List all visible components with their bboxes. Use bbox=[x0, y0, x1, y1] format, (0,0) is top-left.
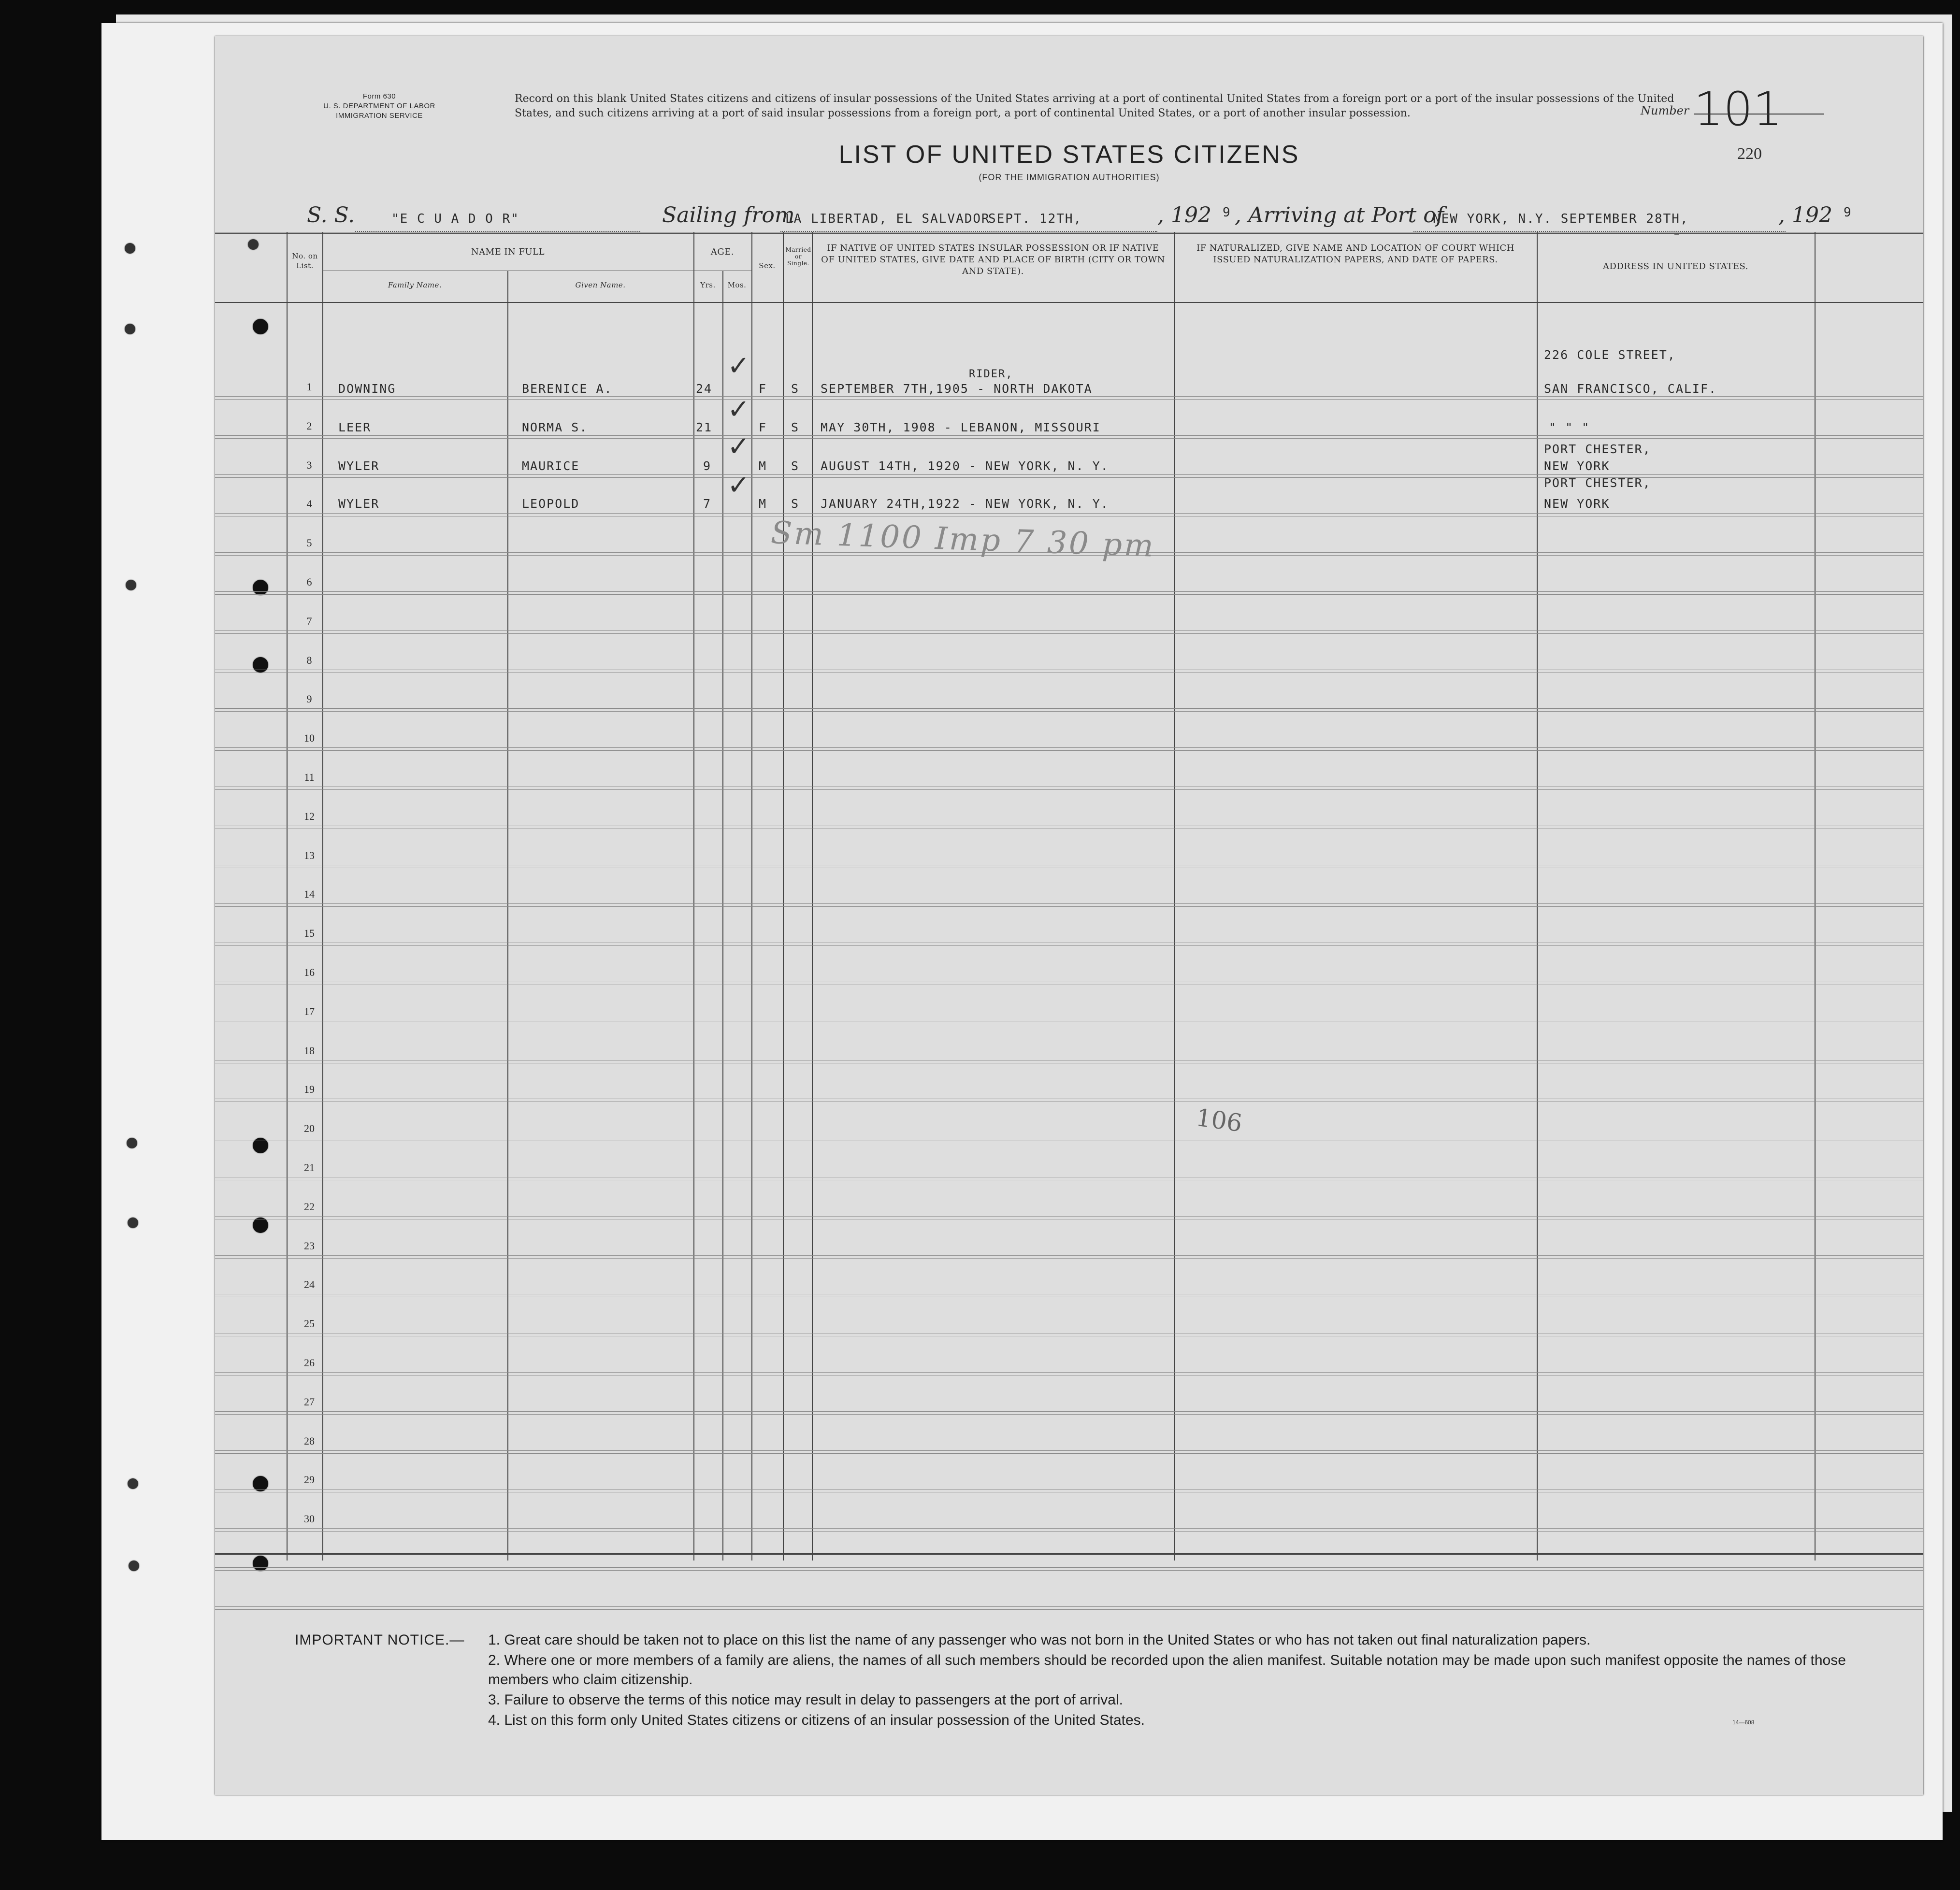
header-given-name: Given Name. bbox=[575, 281, 626, 289]
address-line-2: NEW YORK bbox=[1544, 459, 1610, 473]
page-stamp-106: 106 bbox=[1194, 1103, 1244, 1138]
number-underline bbox=[1694, 114, 1824, 115]
col-divider bbox=[1537, 232, 1538, 1561]
notice-item: 3. Failure to observe the terms of this notice may result in delay to passengers at the port of arrival. bbox=[488, 1692, 1123, 1708]
from-port: LA LIBERTAD, EL SALVADOR bbox=[785, 212, 990, 226]
check-mark: ✓ bbox=[727, 394, 750, 425]
address-line-2: SAN FRANCISCO, CALIF. bbox=[1544, 382, 1717, 396]
col-divider bbox=[1815, 232, 1816, 1561]
row-rule bbox=[215, 1258, 1923, 1259]
service-name: IMMIGRATION SERVICE bbox=[336, 112, 423, 120]
header-yrs: Yrs. bbox=[700, 281, 716, 289]
row-number: 6 bbox=[306, 576, 312, 588]
row-rule bbox=[215, 630, 1923, 631]
row-rule bbox=[215, 477, 1923, 478]
col-divider bbox=[693, 232, 694, 1561]
row-number: 18 bbox=[304, 1044, 315, 1057]
binder-hole bbox=[128, 1217, 138, 1228]
notice-item: 1. Great care should be taken not to place on this list the name of any passenger who was not born in the United States or who has not taken out final naturalization papers. bbox=[488, 1632, 1591, 1648]
header-bottom-rule bbox=[215, 302, 1923, 303]
department-name: U. S. DEPARTMENT OF LABOR bbox=[323, 102, 435, 110]
year-digit-2: 9 bbox=[1844, 205, 1852, 220]
row-number: 19 bbox=[304, 1083, 315, 1096]
given-name: BERENICE A. bbox=[522, 382, 613, 396]
marital-status: S bbox=[791, 420, 800, 434]
age-years: 24 bbox=[696, 382, 713, 396]
row-rule bbox=[215, 513, 1923, 514]
row-number: 3 bbox=[306, 458, 312, 471]
marital-status: S bbox=[791, 497, 800, 511]
given-name: MAURICE bbox=[522, 459, 580, 473]
form-identifier bbox=[268, 92, 490, 121]
check-mark: ✓ bbox=[727, 470, 750, 501]
sailing-label: Sailing from bbox=[662, 203, 795, 228]
col-divider bbox=[783, 232, 784, 1561]
header-no: No. on List. bbox=[292, 252, 318, 270]
row-rule bbox=[215, 474, 1923, 475]
row-number: 1 bbox=[306, 381, 312, 393]
row-rule bbox=[215, 633, 1923, 634]
row-rule bbox=[215, 906, 1923, 907]
row-number: 29 bbox=[304, 1474, 315, 1486]
binder-hole bbox=[125, 324, 135, 334]
notice-item: 4. List on this form only United States citizens or citizens of an insular possession of the United States. bbox=[488, 1712, 1145, 1728]
row-rule bbox=[215, 789, 1923, 790]
row-rule bbox=[215, 747, 1923, 748]
marital-status: S bbox=[791, 459, 800, 473]
sex: F bbox=[759, 382, 767, 396]
header-family-name: Family Name. bbox=[388, 281, 442, 289]
row-number: 25 bbox=[304, 1317, 315, 1330]
row-rule bbox=[215, 1372, 1923, 1373]
address-line-1: 226 COLE STREET, bbox=[1544, 348, 1676, 362]
header-birth: IF NATIVE OF UNITED STATES INSULAR POSSESSION OR IF NATIVE OF UNITED STATES, GIVE DATE AND PLACE OF BIRTH (CITY OR TOWN AND STATE). bbox=[821, 243, 1165, 276]
row-number: 9 bbox=[306, 693, 312, 705]
row-rule bbox=[215, 438, 1923, 439]
row-number: 12 bbox=[304, 810, 315, 822]
printer-mark-top: — bbox=[1674, 232, 1679, 237]
form-number: Form 630 bbox=[362, 92, 396, 100]
row-rule bbox=[215, 1450, 1923, 1451]
binder-hole bbox=[127, 1138, 137, 1148]
ss-label: S. S. bbox=[307, 203, 355, 228]
birth-info: AUGUST 14TH, 1920 - NEW YORK, N. Y. bbox=[821, 459, 1109, 473]
row-rule bbox=[215, 1528, 1923, 1529]
binder-hole bbox=[125, 243, 135, 254]
sex: F bbox=[759, 420, 767, 434]
passenger-table bbox=[215, 232, 1923, 1561]
row-number: 27 bbox=[304, 1395, 315, 1408]
birth-info: SEPTEMBER 7TH,1905 - NORTH DAKOTA bbox=[821, 382, 1093, 396]
row-rule bbox=[215, 396, 1923, 397]
age-years: 21 bbox=[696, 420, 713, 434]
check-mark: ✓ bbox=[727, 350, 750, 382]
row-number: 11 bbox=[304, 771, 315, 783]
row-rule bbox=[215, 1411, 1923, 1412]
binder-hole bbox=[126, 580, 136, 590]
to-port: NEW YORK, N.Y. SEPTEMBER 28TH, bbox=[1433, 212, 1689, 226]
row-rule bbox=[215, 945, 1923, 946]
row-number: 20 bbox=[304, 1122, 315, 1135]
header-age: AGE. bbox=[710, 247, 735, 257]
row-rule bbox=[215, 594, 1923, 595]
row-number: 10 bbox=[304, 732, 315, 745]
row-rule bbox=[215, 1570, 1923, 1571]
manifest-page bbox=[215, 36, 1923, 1795]
row-number: 7 bbox=[306, 615, 312, 627]
row-rule bbox=[215, 903, 1923, 904]
row-number: 26 bbox=[304, 1357, 315, 1369]
page-subtitle: (FOR THE IMMIGRATION AUTHORITIES) bbox=[979, 172, 1160, 182]
row-number: 17 bbox=[304, 1005, 315, 1017]
header-address: ADDRESS IN UNITED STATES. bbox=[1603, 261, 1748, 272]
address-line-1: PORT CHESTER, bbox=[1544, 476, 1651, 490]
row-rule bbox=[215, 1414, 1923, 1415]
notice-item: 2. Where one or more members of a family are aliens, the names of all such members should be recorded upon the alien manifest. Suitable notation may be made upon such manifest opposite the names of those members who claim citizenship. bbox=[488, 1652, 1846, 1688]
row-number: 13 bbox=[304, 849, 315, 861]
row-rule bbox=[215, 1606, 1923, 1607]
number-label: Number bbox=[1641, 104, 1689, 117]
page-stamp: 220 bbox=[1737, 145, 1762, 163]
given-name: NORMA S. bbox=[522, 420, 588, 434]
col-divider bbox=[507, 271, 508, 1561]
row-number: 24 bbox=[304, 1278, 315, 1291]
row-rule bbox=[215, 1609, 1923, 1610]
birth-note: RIDER, bbox=[969, 368, 1013, 380]
year-digit-1: 9 bbox=[1223, 205, 1231, 220]
row-rule bbox=[215, 435, 1923, 436]
notice-items bbox=[488, 1631, 1885, 1731]
family-name: WYLER bbox=[338, 497, 380, 511]
family-name: LEER bbox=[338, 420, 372, 434]
header-sex: Sex. bbox=[759, 261, 776, 270]
form-instructions: Record on this blank United States citizens and citizens of insular possessions of the United States arriving at a port of continental United States from a foreign port or a port of the insular possessions of the United States, and such citizens arriving at a port of said insular possessions from a foreign port, a port of continental United States, or a port of another insular possession. bbox=[515, 93, 1674, 119]
notice-title: IMPORTANT NOTICE.— bbox=[295, 1632, 465, 1648]
birth-info: MAY 30TH, 1908 - LEBANON, MISSOURI bbox=[821, 420, 1101, 434]
row-number: 23 bbox=[304, 1239, 315, 1252]
col-divider bbox=[751, 232, 752, 1561]
row-rule bbox=[215, 1567, 1923, 1568]
row-number: 30 bbox=[304, 1513, 315, 1525]
pencil-annotation: Sm 1100 Imp 7 30 pm bbox=[770, 515, 1156, 564]
from-date: SEPT. 12TH, bbox=[988, 212, 1082, 226]
page-title: LIST OF UNITED STATES CITIZENS bbox=[838, 141, 1300, 169]
binder-hole bbox=[128, 1478, 138, 1489]
birth-info: JANUARY 24TH,1922 - NEW YORK, N. Y. bbox=[821, 497, 1109, 511]
row-number: 8 bbox=[306, 654, 312, 666]
arriving-label: , Arriving at Port of bbox=[1235, 203, 1444, 228]
check-mark: ✓ bbox=[727, 431, 750, 462]
header-mos: Mos. bbox=[727, 281, 747, 289]
row-rule bbox=[215, 1453, 1923, 1454]
sex: M bbox=[759, 459, 767, 473]
family-name: DOWNING bbox=[338, 382, 396, 396]
row-number: 21 bbox=[304, 1161, 315, 1174]
address-line-1: PORT CHESTER, bbox=[1544, 442, 1651, 456]
ship-name: "E C U A D O R" bbox=[391, 212, 519, 226]
col-divider bbox=[1174, 232, 1175, 1561]
sex: M bbox=[759, 497, 767, 511]
row-number: 15 bbox=[304, 927, 315, 940]
row-rule bbox=[215, 750, 1923, 751]
row-number: 28 bbox=[304, 1434, 315, 1447]
col-divider bbox=[722, 271, 723, 1561]
row-rule bbox=[215, 708, 1923, 709]
col-divider bbox=[287, 232, 288, 1561]
list-number: 101 bbox=[1694, 82, 1783, 136]
header-naturalized: IF NATURALIZED, GIVE NAME AND LOCATION OF COURT WHICH ISSUED NATURALIZATION PAPERS, AND DATE OF PAPERS. bbox=[1196, 243, 1514, 265]
year-prefix-1: , 192 bbox=[1157, 203, 1211, 228]
header-married-single: Married or Single. bbox=[785, 246, 811, 267]
row-rule bbox=[215, 1255, 1923, 1256]
row-number: 4 bbox=[306, 498, 312, 510]
row-rule bbox=[215, 591, 1923, 592]
age-years: 7 bbox=[703, 497, 712, 511]
form-code: 14—608 bbox=[1732, 1719, 1755, 1726]
row-rule bbox=[215, 711, 1923, 712]
year-prefix-2: , 192 bbox=[1778, 203, 1832, 228]
row-rule bbox=[215, 1531, 1923, 1532]
row-number: 2 bbox=[306, 419, 312, 432]
header-name-in-full: NAME IN FULL bbox=[471, 247, 545, 257]
binder-hole bbox=[129, 1561, 139, 1571]
given-name: LEOPOLD bbox=[522, 497, 580, 511]
row-number: 16 bbox=[304, 966, 315, 978]
row-number: 22 bbox=[304, 1200, 315, 1213]
marital-status: S bbox=[791, 382, 800, 396]
address-line-1: " " " bbox=[1549, 420, 1590, 434]
table-bottom-rule bbox=[215, 1553, 1923, 1555]
col-divider bbox=[812, 232, 813, 1561]
row-rule bbox=[215, 399, 1923, 400]
address-line-2: NEW YORK bbox=[1544, 497, 1610, 511]
family-name: WYLER bbox=[338, 459, 380, 473]
table-top-rule bbox=[215, 232, 1923, 234]
row-rule bbox=[215, 1216, 1923, 1217]
row-number: 5 bbox=[306, 537, 312, 549]
age-years: 9 bbox=[703, 459, 712, 473]
row-number: 14 bbox=[304, 888, 315, 901]
